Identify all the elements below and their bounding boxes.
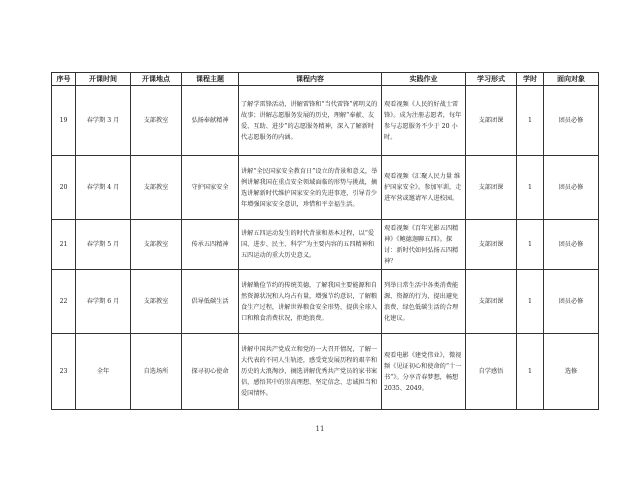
cell-hours: 1 xyxy=(517,220,544,270)
cell-theme: 探寻初心使命 xyxy=(182,334,239,410)
cell-time: 春学期 4 月 xyxy=(76,156,131,220)
table-row xyxy=(52,220,599,270)
cell-place: 支部教室 xyxy=(131,86,182,156)
header-time: 开课时间 xyxy=(76,73,131,86)
header-audience: 面向对象 xyxy=(544,73,599,86)
cell-place: 自选场所 xyxy=(131,334,182,410)
cell-time: 春学期 6 月 xyxy=(76,270,131,334)
cell-content: 了解学雷锋活动，讲解雷锋和“当代雷锋”郭明义的故事；讲解志愿服务发展的历史，理解“奉献、友爱、互助、进步”的志愿服务精神，深入了解新时代志愿服务的内涵。 xyxy=(239,86,382,156)
cell-homework: 观看视频《百年光影五四精神》《鲍德迦聊五四》。探讨：新时代如何弘扬五四精神？ xyxy=(382,220,466,270)
cell-time: 春学期 5 月 xyxy=(76,220,131,270)
header-no: 序号 xyxy=(52,73,76,86)
course-table xyxy=(51,72,599,410)
cell-audience: 团员必修 xyxy=(544,270,599,334)
cell-hours: 1 xyxy=(517,156,544,220)
cell-no: 20 xyxy=(52,156,76,220)
header-place: 开课地点 xyxy=(131,73,182,86)
cell-hours: 1 xyxy=(517,86,544,156)
cell-homework: 列举日常生活中各类消费能源、资源的行为，提出避免浪费、绿色低碳生活的合理化建议。 xyxy=(382,270,466,334)
cell-form: 支部团课 xyxy=(466,220,517,270)
table-row xyxy=(52,334,599,410)
cell-place: 支部教室 xyxy=(131,156,182,220)
cell-theme: 传承五四精神 xyxy=(182,220,239,270)
cell-content: 讲解中国共产党成立和党的一大召开情况，了解一大代表的不同人生轨迹，感受党发展历程的艰辛和历史的大浪淘沙，摘选讲解优秀共产党员的家书案信，感悟其中的崇高理想、坚定信念、忠诚担当和爱国情怀。 xyxy=(239,334,382,410)
cell-time: 全年 xyxy=(76,334,131,410)
cell-form: 支部团课 xyxy=(466,156,517,220)
header-form: 学习形式 xyxy=(466,73,517,86)
cell-no: 19 xyxy=(52,86,76,156)
cell-audience: 团员必修 xyxy=(544,220,599,270)
cell-theme: 倡导低碳生活 xyxy=(182,270,239,334)
cell-place: 支部教室 xyxy=(131,270,182,334)
cell-form: 自学感悟 xyxy=(466,334,517,410)
cell-theme: 弘扬奉献精神 xyxy=(182,86,239,156)
page-number: 11 xyxy=(315,425,325,433)
cell-content: 讲解五四运动发生的时代背景和基本过程，以“爱国、进步、民主、科学”为主要内容的五四精神和五四运动的重大历史意义。 xyxy=(239,220,382,270)
cell-hours: 1 xyxy=(517,334,544,410)
cell-audience: 团员必修 xyxy=(544,86,599,156)
cell-place: 支部教室 xyxy=(131,220,182,270)
cell-homework: 观看电影《建党伟业》，微视频《见证初心和使命的“十一书”》。分享青春梦想，畅想 2035、2049。 xyxy=(382,334,466,410)
cell-no: 22 xyxy=(52,270,76,334)
table-row xyxy=(52,270,599,334)
table-row xyxy=(52,156,599,220)
cell-form: 支部团课 xyxy=(466,86,517,156)
cell-theme: 守护国家安全 xyxy=(182,156,239,220)
cell-audience: 选修 xyxy=(544,334,599,410)
cell-no: 23 xyxy=(52,334,76,410)
cell-content: 讲解“全民国家安全教育日”设立的背景和意义，举例讲解我国在重点安全领域面临的形势与挑战，摘选讲解新时代维护国家安全的先进事迹，引导青少年增强国家安全意识，珍惜和平幸福生活。 xyxy=(239,156,382,220)
header-homework: 实践作业 xyxy=(382,73,466,86)
table-row xyxy=(52,86,599,156)
table-header-row xyxy=(52,73,599,86)
header-hours: 学时 xyxy=(517,73,544,86)
cell-hours: 1 xyxy=(517,270,544,334)
header-theme: 课程主题 xyxy=(182,73,239,86)
cell-homework: 观看视频《人民的好战士雷锋》。成为注册志愿者，每年参与志愿服务不少于 20 小时。 xyxy=(382,86,466,156)
cell-audience: 团员必修 xyxy=(544,156,599,220)
cell-time: 春学期 3 月 xyxy=(76,86,131,156)
cell-content: 讲解勤俭节约的传统美德，了解我国主要能源和自然资源状况和人均占有量，增强节约意识，了解粮食生产过程，讲解世界粮食安全形势，提供全球人口和粮食消费状况，拒绝浪费。 xyxy=(239,270,382,334)
cell-form: 支部团课 xyxy=(466,270,517,334)
cell-homework: 观看视频《汇聚人民力量 维护国家安全》。参加军训，走进军营或邀请军人进校园。 xyxy=(382,156,466,220)
header-content: 课程内容 xyxy=(239,73,382,86)
cell-no: 21 xyxy=(52,220,76,270)
